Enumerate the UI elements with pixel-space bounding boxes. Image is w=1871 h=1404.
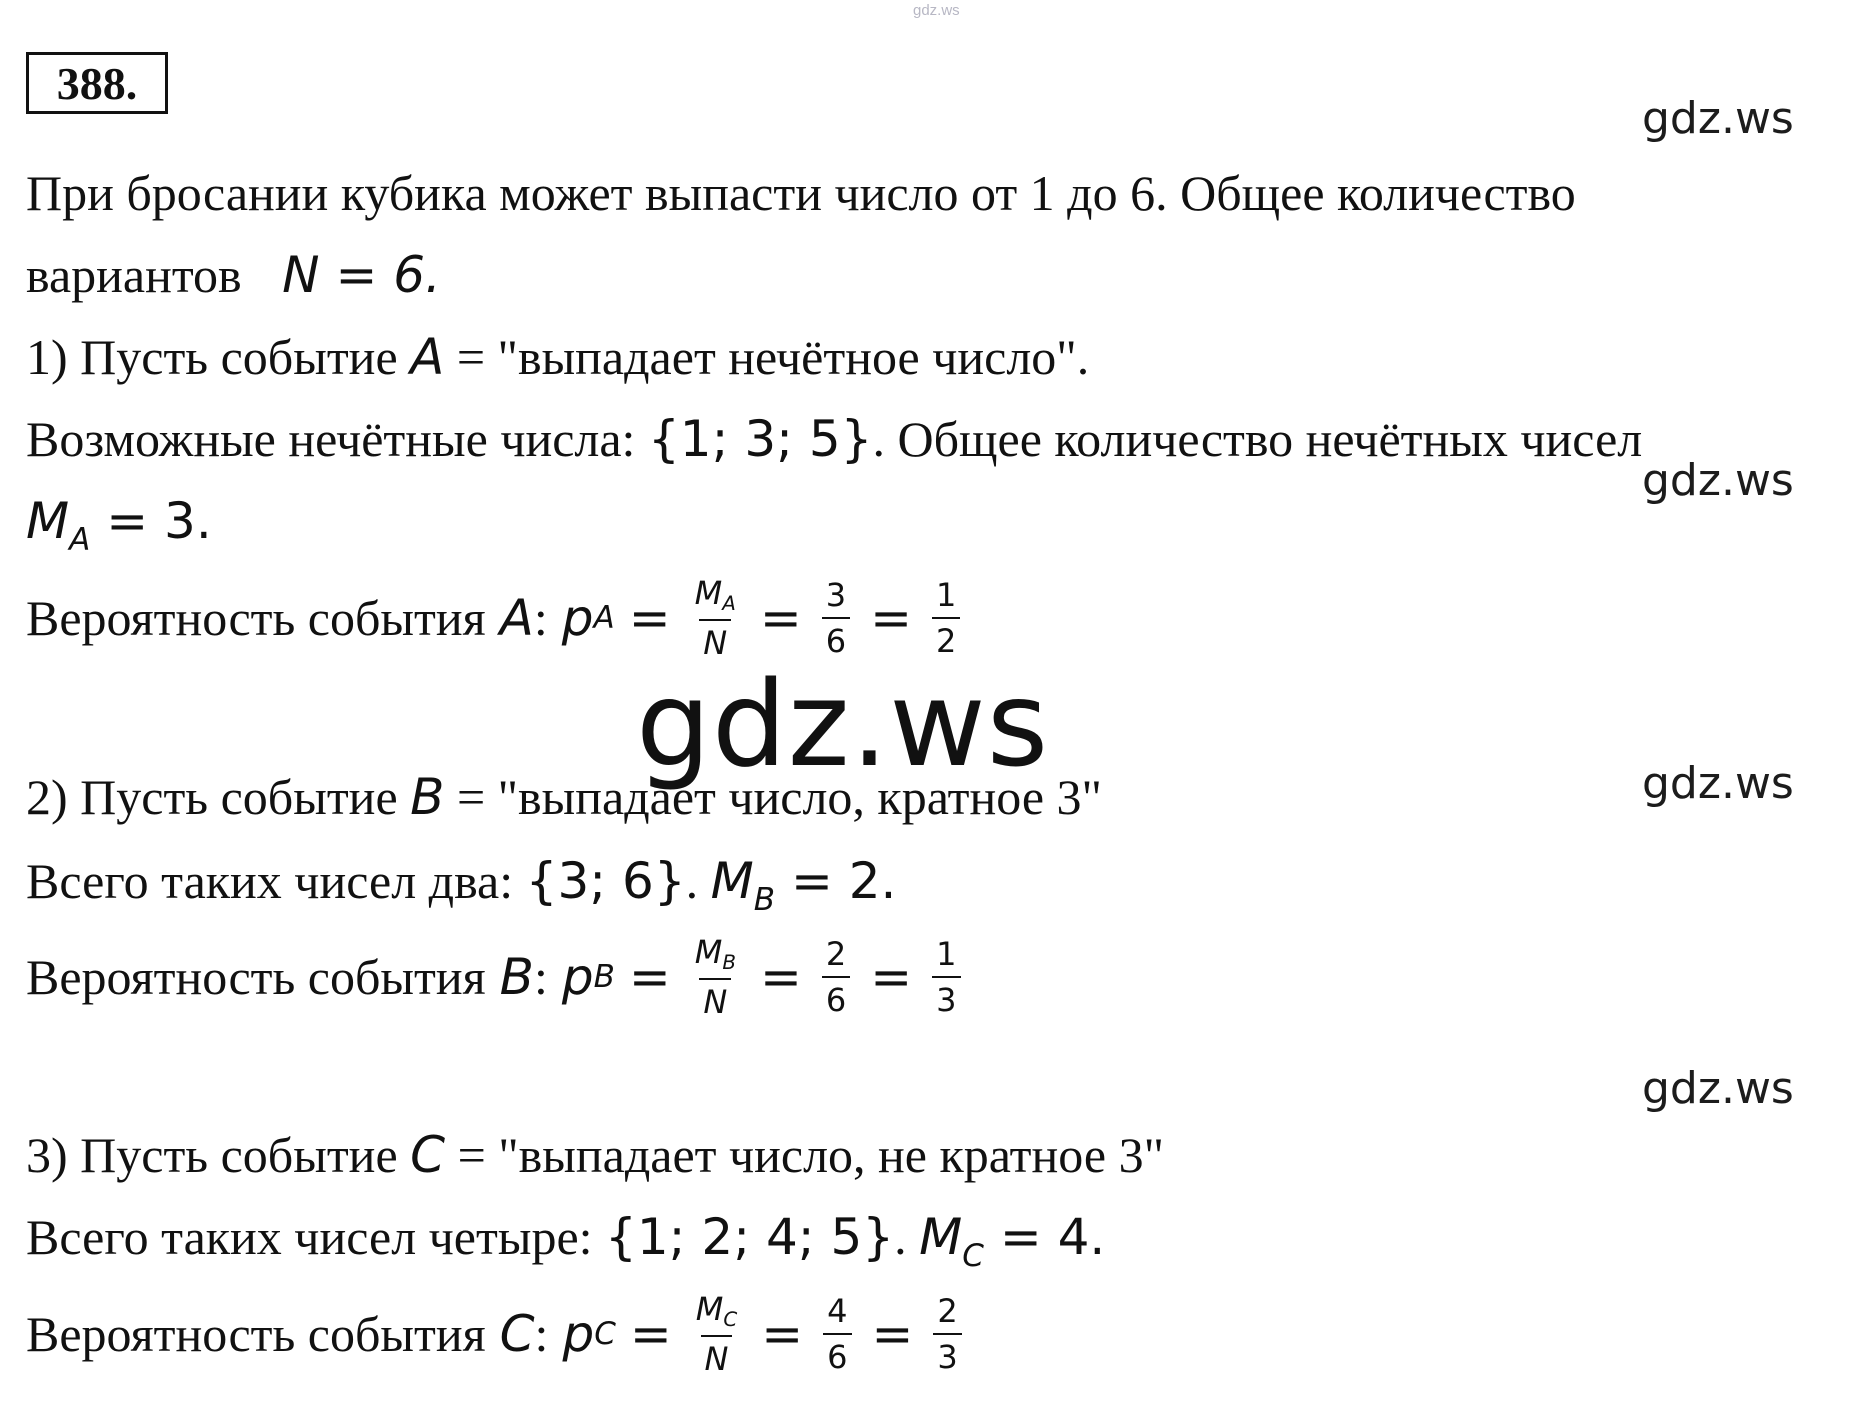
intro-n-equation: N = 6. [282,246,441,304]
part1-line-2-rest: . Общее количество нечётных чисел [872,411,1643,467]
part3-probability: Вероятность события C : p C = $\frac{MC}{N}$ = $\frac{4}{6}$ = $\frac{2}{3}$ [26,1279,968,1389]
part1-prob-var: A [499,589,534,647]
part2-line-2: Всего таких чисел два: {3; 6}. $M_B = 2$. [26,852,897,918]
part2-line-2-text: Всего таких чисел два: [26,853,514,909]
part3-title-var: C [410,1126,446,1184]
part1-m-rest: = 3. [90,492,212,550]
part2-title-rest: = "выпадает число, кратное 3" [444,769,1102,825]
part1-title-rest: = "выпадает нечётное число". [444,329,1090,385]
task-number: 388. [26,52,168,114]
part2-fraction-1: $\frac{MB}{N}$ [694,932,736,1022]
part1-set: {1; 3; 5} [647,410,873,468]
part1-title-text: 1) Пусть событие [26,329,398,385]
part2-title [26,768,1102,826]
part1-p-sub: A [593,600,615,636]
part1-line-2 [26,410,1643,468]
part2-probability: Вероятность события B : p B = $\frac{MB}{N}$ = $\frac{2}{6}$ = $\frac{1}{3}$ [26,922,967,1032]
part1-fraction-1: $\frac{MA}{N}$ [694,573,736,663]
part3-title-text: 3) Пусть событие [26,1127,398,1183]
part3-line-2-text: Всего таких чисел четыре: [26,1209,593,1265]
part2-set: {3; 6} [525,852,686,910]
watermark-side-2: gdz.ws [1642,455,1794,506]
part3-set: {1; 2; 4; 5} [605,1208,895,1266]
part3-prob-var: C [499,1305,535,1363]
part1-fraction-2: $\frac{3}{6}$ [822,579,850,657]
part2-m-var: M [710,852,754,910]
part2-p-var: p [561,948,594,1006]
watermark-side-4: gdz.ws [1642,1063,1794,1114]
part3-fraction-3: $\frac{2}{3}$ [933,1295,961,1373]
part3-m-sub: C [962,1237,984,1274]
part3-fraction-1: $\frac{MC}{N}$ [695,1289,738,1379]
part2-fraction-3: $\frac{1}{3}$ [932,938,960,1016]
part1-prob-text: Вероятность события [26,590,486,646]
intro-line-2 [26,246,441,304]
part2-title-text: 2) Пусть событие [26,769,398,825]
part2-prob-var: B [499,948,534,1006]
part1-p-var: p [561,589,594,647]
part2-m-sub: B [753,881,776,918]
part1-m-line [26,492,212,558]
part3-m-rest: = 4. [983,1208,1106,1266]
intro-line-1: При бросании кубика может выпасти число от 1 до 6. Общее количество [26,165,1576,221]
part1-title-var: A [410,328,445,386]
watermark-side-1: gdz.ws [1642,93,1794,144]
part2-fraction-2: $\frac{2}{6}$ [822,938,850,1016]
watermark-center: gdz.ws [636,655,1050,793]
part3-p-var: p [562,1305,595,1363]
part1-title [26,328,1090,386]
part3-line-2: Всего таких чисел четыре: {1; 2; 4; 5}. $M_C = 4$. [26,1208,1106,1274]
part3-fraction-2: $\frac{4}{6}$ [823,1295,851,1373]
top-watermark: gdz.ws [913,2,960,19]
part1-fraction-3: $\frac{1}{2}$ [932,579,960,657]
part3-prob-text: Вероятность события [26,1306,486,1362]
part3-p-sub: C [594,1316,616,1352]
part2-title-var: B [410,768,445,826]
part2-prob-text: Вероятность события [26,949,486,1005]
part2-m-rest: = 2. [775,852,897,910]
part1-m-var: M [26,492,70,550]
part3-title-rest: = "выпадает число, не кратное 3" [445,1127,1165,1183]
part1-probability: Вероятность события A : p A = $\frac{MA}{N}$ = $\frac{3}{6}$ = $\frac{1}{2}$ [26,563,966,673]
intro-line-2-text: вариантов [26,247,242,303]
watermark-side-3: gdz.ws [1642,758,1794,809]
part3-title [26,1126,1165,1184]
part2-p-sub: B [593,959,615,995]
part3-m-var: M [919,1208,963,1266]
part1-line-2-text: Возможные нечётные числа: [26,411,636,467]
part1-m-sub: A [69,521,91,558]
